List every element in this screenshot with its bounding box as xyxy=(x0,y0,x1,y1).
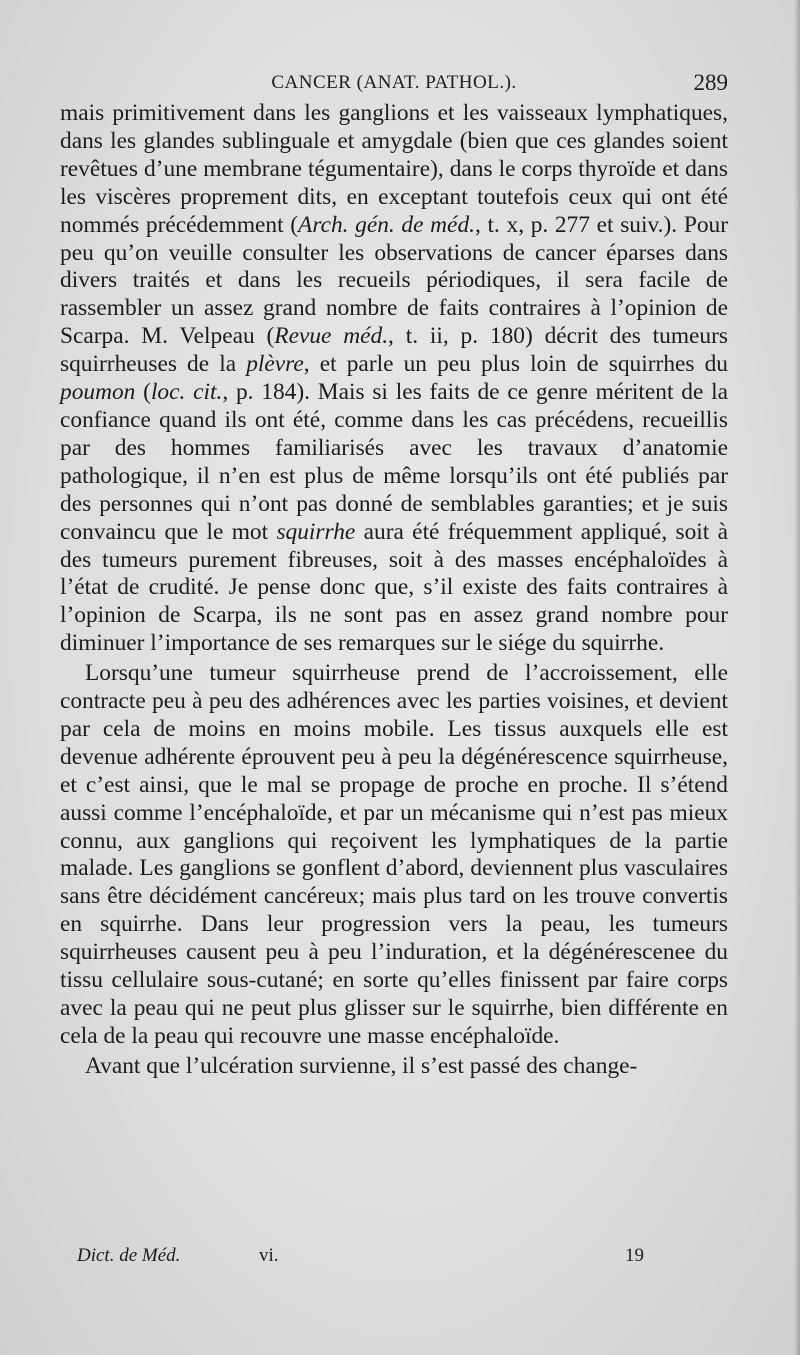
text-run: , t. ii, p. 180) décrit des tumeurs squirrheuses de la xyxy=(60,323,728,378)
italic-text: Revue méd. xyxy=(274,323,389,350)
text-run: , p. 184). Mais si les faits de ce genre méritent de la confiance quand ils ont été, comme dans les cas précédens, recueillis par des hommes familiarisés avec les travaux d’anatomie pathologique, il n’en est plus de même lorsqu’ils ont été publiés par des personnes qui n’ont pas donné de semblables garanties; et je suis convaincu que le mot xyxy=(60,379,728,545)
text-run: Lorsqu’une tumeur squirrheuse prend de l’accroissement, elle contracte peu à peu des adhérences avec les parties voisines, et devient par cela de moins en moins mobile. Les tissus auxquels elle est devenue adhérente éprouvent peu à peu la dégénérescence squirrheuse, et c’est ainsi, que le mal se propage de proche en proche. Il s’étend aussi comme l’encéphaloïde, et par un mécanisme qui n’est pas mieux connu, aux ganglions qui reçoivent les lymphatiques de la partie malade. Les ganglions se gonflent d’abord, deviennent plus vasculaires sans être décidément cancéreux; mais plus tard on les trouve convertis en squirrhe. Dans leur progression vers la peau, les tumeurs squirrheuses causent peu à peu l’induration, et la dégénérescenee du tissu cellulaire sous-cutané; en sorte qu’elles finissent par faire corps avec la peau qui ne peut plus glisser sur le squirrhe, bien différente en cela de la peau qui recouvre une masse encéphaloïde. xyxy=(60,660,728,1049)
paragraph xyxy=(60,100,728,658)
text-run: aura été fréquemment appliqué, soit à des tumeurs purement fibreuses, soit à des masses encéphaloïdes à l’état de crudité. Je pense donc que, s’il existe des faits contraires à l’opinion de Scarpa, ils ne sont pas en assez grand nombre pour diminuer l’importance de ses remarques sur le siége du squirrhe. xyxy=(60,518,728,657)
text-run: , et parle un peu plus loin de squirrhes du xyxy=(303,351,728,378)
volume-number: vi. xyxy=(259,1245,279,1266)
paragraph xyxy=(60,660,728,1051)
italic-text: Arch. gén. de méd. xyxy=(298,211,475,238)
italic-text: squirrhe xyxy=(276,518,356,545)
sheet-number: 19 xyxy=(625,1245,644,1266)
text-run: , t. x, p. 277 et suiv.). Pour peu qu’on veuille consulter les observations de cancer éparses dans divers traités et dans les recueils périodiques, il sera facile de rassembler un assez grand nombre de faits contraires à l’opinion de Scarpa. M. Velpeau ( xyxy=(60,211,729,350)
italic-text: poumon xyxy=(60,379,136,406)
text-run: mais primitivement dans les ganglions et les vaisseaux lymphatiques, dans les glandes sublinguale et amygdale (bien que ces glandes soient revêtues d’une membrane tégumentaire), dans le corps thyroïde et dans les viscères proprement dits, en exceptant toutefois ceux qui ont été nommés précédemment ( xyxy=(60,100,728,238)
page-number: 289 xyxy=(693,70,728,95)
italic-text: loc. cit. xyxy=(150,379,223,406)
italic-text: plèvre xyxy=(246,351,304,378)
text-run: Avant que l’ulcération survienne, il s’est passé des change- xyxy=(85,1052,638,1079)
running-title: CANCER (ANAT. PATHOL.). xyxy=(271,72,517,93)
signature-line xyxy=(77,1245,657,1275)
body-text xyxy=(60,100,728,1081)
text-run: ( xyxy=(135,379,151,406)
running-head xyxy=(60,72,728,102)
paragraph xyxy=(60,1053,728,1081)
printer-signature: Dict. de Méd. xyxy=(77,1245,181,1266)
